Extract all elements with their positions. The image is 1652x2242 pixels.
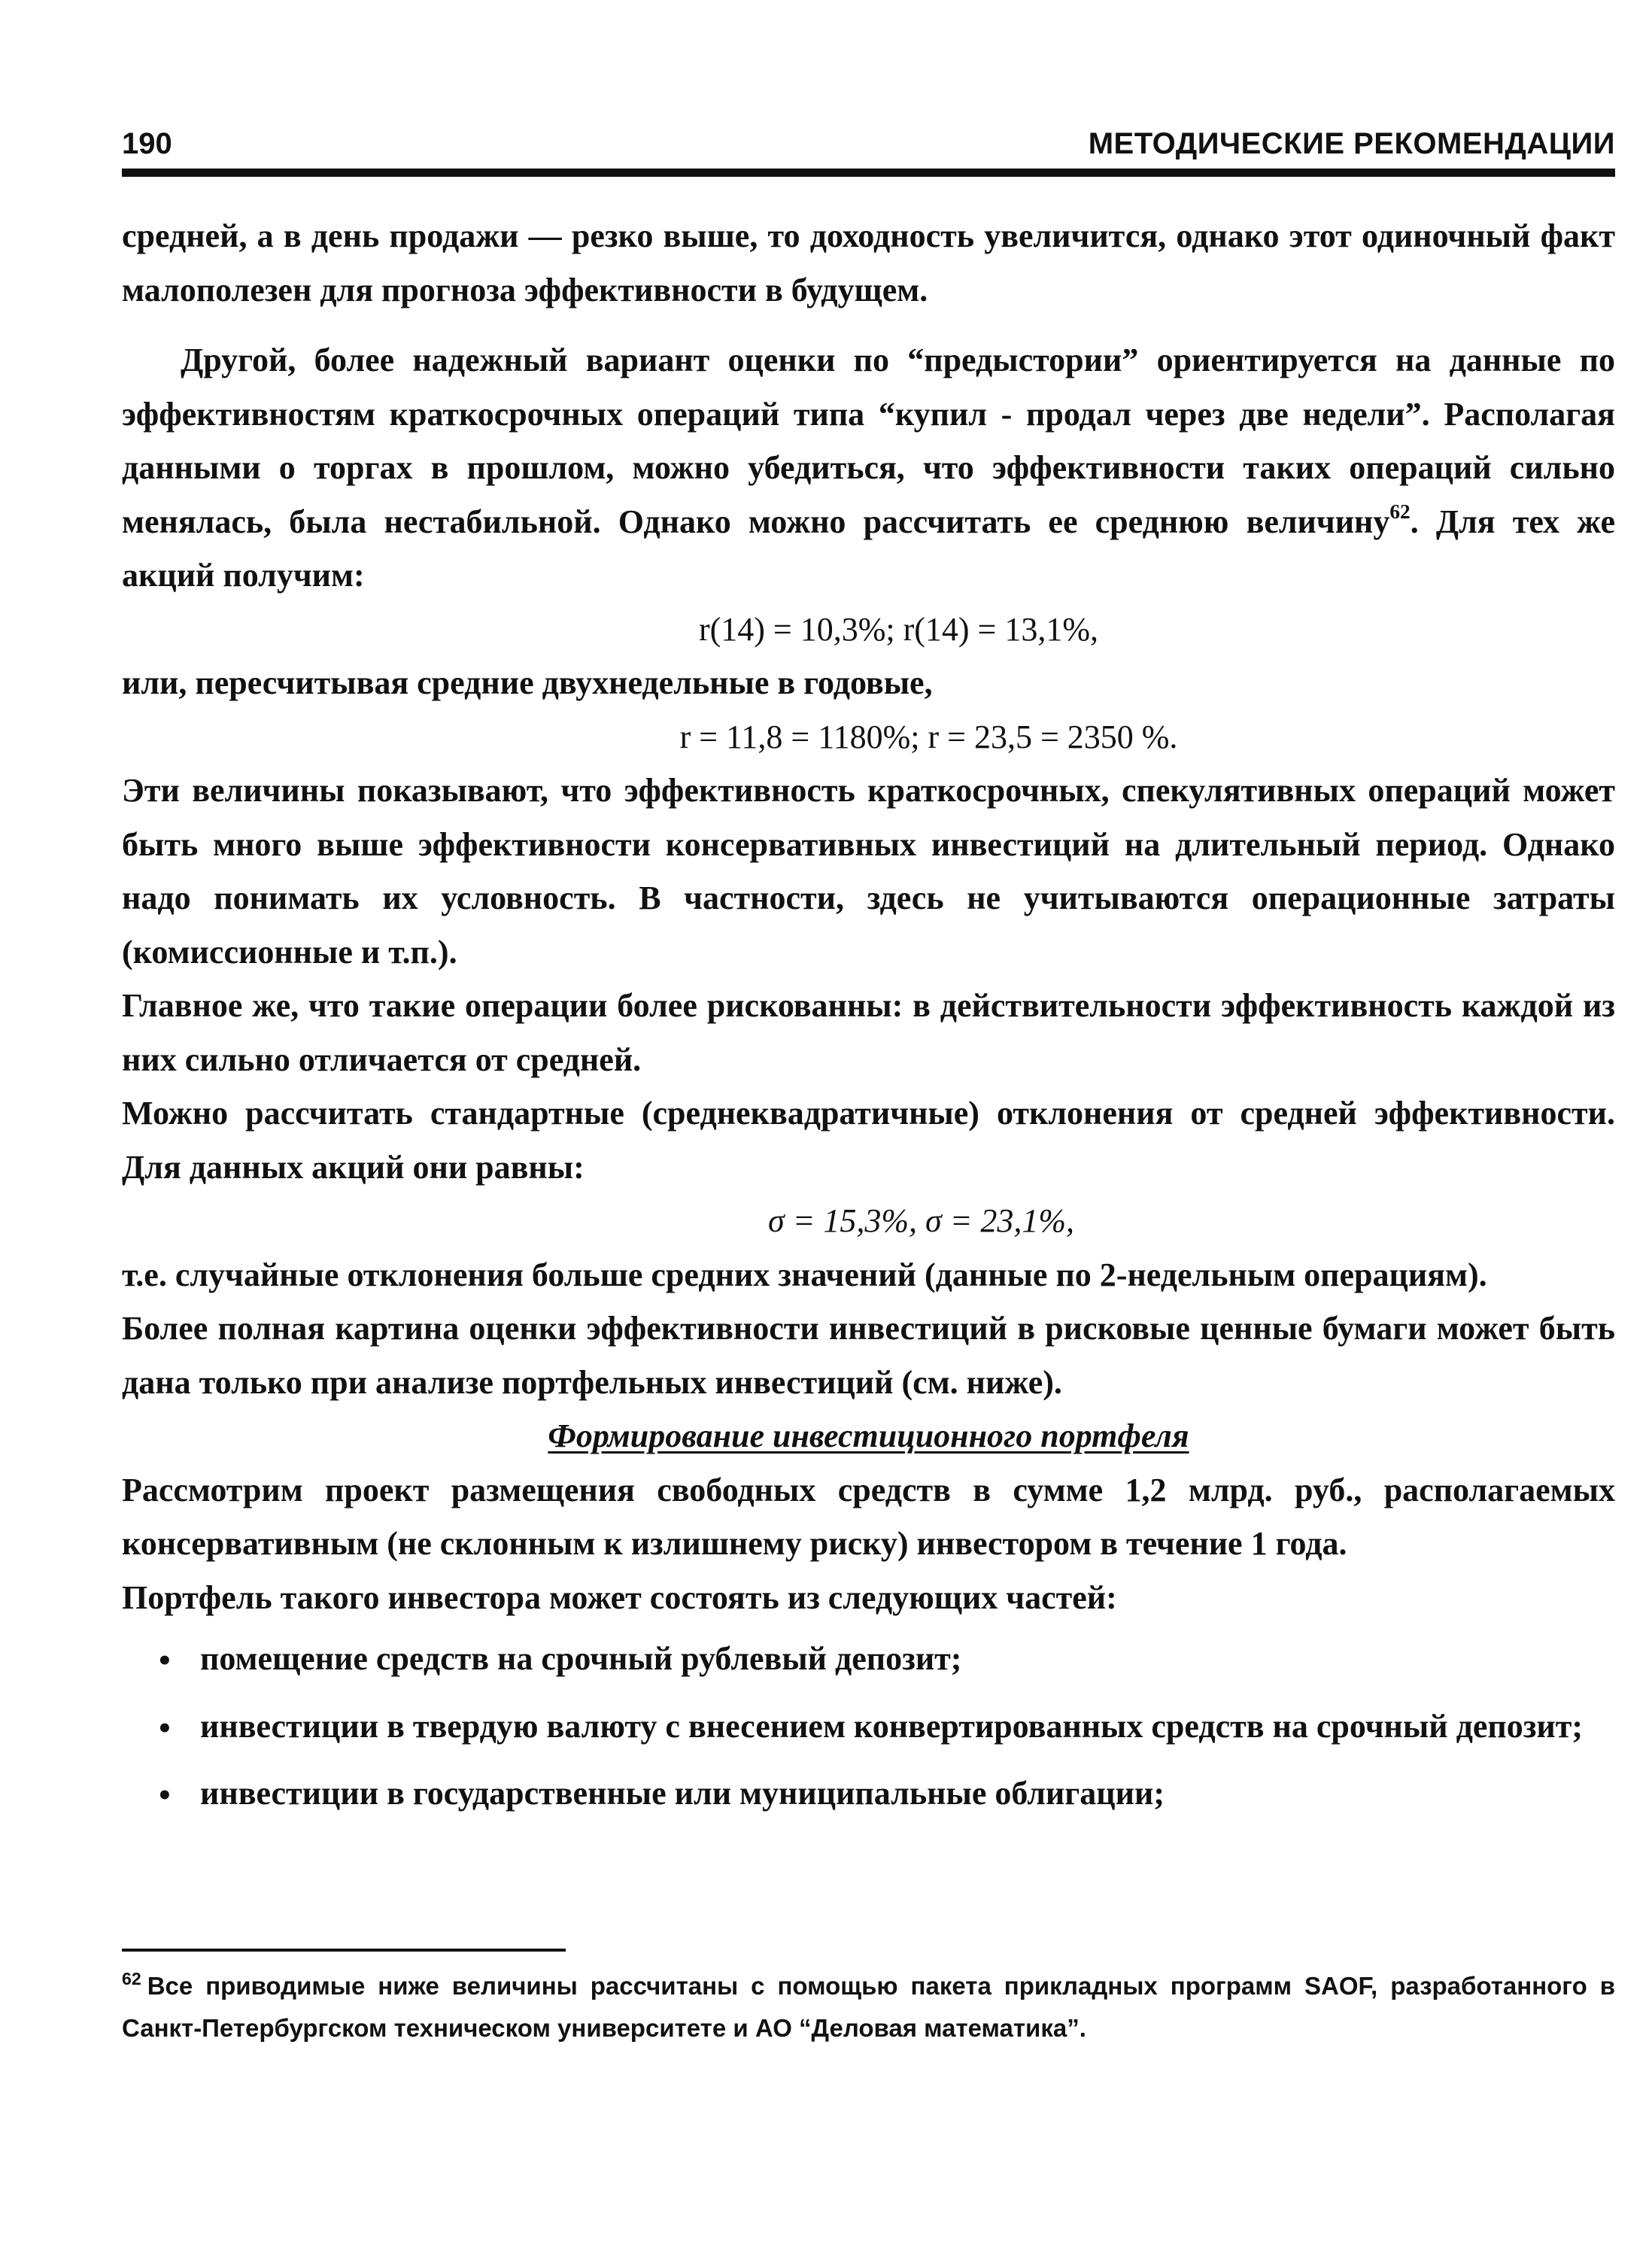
footnote-rule bbox=[122, 1949, 566, 1952]
list-item-text: инвестиции в государственные или муниципальные облигации; bbox=[200, 1775, 1165, 1812]
paragraph-continuation: средней, а в день продажи — резко выше, то доходность увеличится, однако этот одиночный факт малополезен для прогноза эффективности в будущем. bbox=[122, 217, 1615, 308]
list-item bbox=[122, 1632, 1615, 1689]
formula-annual-returns: r = 11,8 = 1180%; r = 23,5 = 2350 %. bbox=[679, 718, 1178, 755]
paragraph-project: Рассмотрим проект размещения свободных средств в сумме 1,2 млрд. руб., располагаемых консервативным (не склонным к излишнему риску) инвестором в течение 1 года. bbox=[122, 1471, 1615, 1562]
list-item-text: инвестиции в твердую валюту с внесением конвертированных средств на срочный депозит; bbox=[200, 1707, 1584, 1745]
main-text bbox=[122, 209, 1615, 1824]
header-rule bbox=[122, 169, 1615, 177]
bullet-icon: • bbox=[156, 1781, 173, 1811]
bullet-icon: • bbox=[156, 1646, 173, 1676]
list-item-text: помещение средств на срочный рублевый депозит; bbox=[200, 1640, 962, 1677]
running-header bbox=[122, 124, 1615, 163]
paragraph-portfolio-analysis: Более полная картина оценки эффективности инвестиций в рисковые ценные бумаги может быть дана только при анализе портфельных инвестиций (см. ниже). bbox=[122, 1310, 1615, 1401]
bullet-icon: • bbox=[156, 1713, 173, 1744]
formula-two-week-returns: r(14) = 10,3%; r(14) = 13,1%, bbox=[698, 610, 1099, 648]
paragraph-random-deviations: т.е. случайные отклонения больше средних значений (данные по 2-недельным операциям). bbox=[122, 1256, 1487, 1293]
paragraph-portfolio-parts: Портфель такого инвестора может состоять из следующих частей: bbox=[122, 1578, 1117, 1616]
paragraph-speculative-operations: Эти величины показывают, что эффективность краткосрочных, спекулятивных операций может быть много выше эффективности консервативных инвестиций на длительный период. Однако надо понимать их условность. В частности, здесь не учитываются операционные затраты (комиссионные и т.п.). bbox=[122, 772, 1615, 971]
footnote-paragraph bbox=[122, 1965, 1615, 2049]
running-header-title: МЕТОДИЧЕСКИЕ РЕКОМЕНДАЦИИ bbox=[1088, 127, 1615, 160]
footnote-mark: 62 bbox=[122, 1969, 141, 1989]
paragraph-history-estimate-text: Другой, более надежный вариант оценки по “предыстории” ориентируется на данные по эффективностям краткосрочных операций типа “купил - продал через две недели”. Располагая данными о торгах в прошлом, можно убедиться, что эффективности таких операций сильно менялась, была нестабильной. Однако можно рассчитать ее среднюю величину bbox=[122, 342, 1615, 540]
portfolio-parts-list bbox=[122, 1632, 1615, 1824]
list-item bbox=[122, 1700, 1615, 1757]
footnote-reference[interactable]: 62 bbox=[1389, 500, 1411, 523]
section-heading: Формирование инвестиционного портфеля bbox=[548, 1417, 1189, 1454]
paragraph-history-estimate bbox=[122, 333, 1615, 603]
page-number: 190 bbox=[122, 127, 172, 160]
paragraph-risk: Главное же, что такие операции более рискованны: в действительности эффективность каждой из них сильно отличается от средней. bbox=[122, 987, 1615, 1078]
footnote bbox=[122, 1965, 1615, 2049]
formula-sigma: σ = 15,3%, σ = 23,1%, bbox=[767, 1202, 1075, 1239]
list-item bbox=[122, 1767, 1615, 1824]
paragraph-annualized-intro: или, пересчитывая средние двухнедельные в годовые, bbox=[122, 664, 933, 701]
footnote-text: Все приводимые ниже величины рассчитаны с помощью пакета прикладных программ SAOF, разработанного в Санкт-Петербургском техническом университете и АО “Деловая математика”. bbox=[122, 1972, 1615, 2042]
paragraph-standard-deviation: Можно рассчитать стандартные (среднеквадратичные) отклонения от средней эффективности. Для данных акций они равны: bbox=[122, 1095, 1615, 1186]
paragraph-history-estimate-tail: . Для тех же акций получим: bbox=[122, 503, 1615, 594]
